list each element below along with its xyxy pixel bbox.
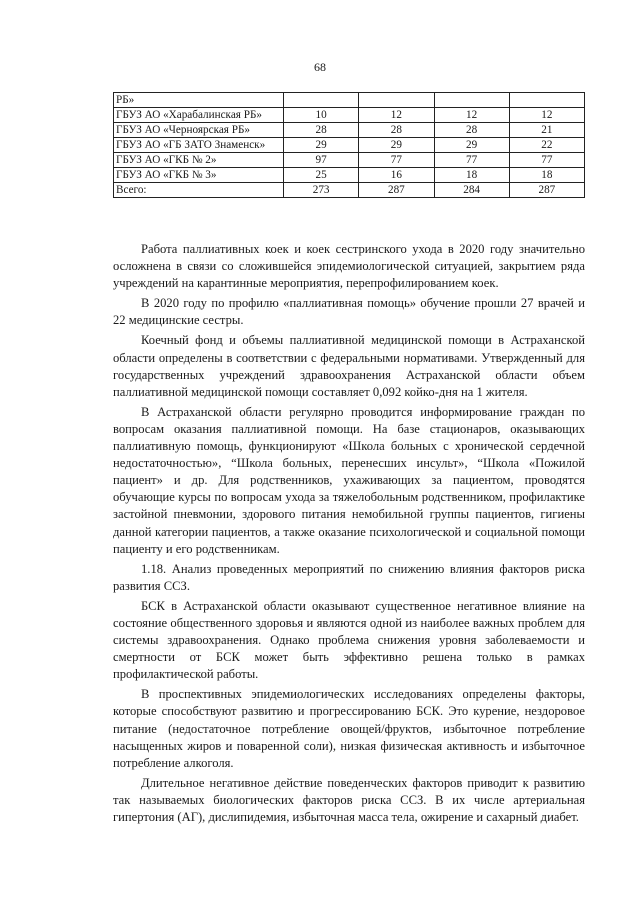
page-number: 68 bbox=[314, 60, 326, 74]
institution-name: ГБУЗ АО «ГКБ № 3» bbox=[114, 168, 284, 183]
paragraph: БСК в Астраханской области оказывают существенное негативное влияние на состояние общественного здоровья и являются одной из наиболее важных проблем для системы здравоохранения. Однако проблема снижения уровня заболеваемости и смертности от БСК может быть эффективно решена только в рамках профилактической работы. bbox=[113, 598, 585, 682]
value-cell: 29 bbox=[359, 138, 434, 153]
value-cell: 12 bbox=[509, 108, 584, 123]
table-row bbox=[114, 138, 585, 153]
value-cell: 77 bbox=[509, 153, 584, 168]
paragraph: Коечный фонд и объемы паллиативной медицинской помощи в Астраханской области определены в соответствии с федеральными нормативами. Утвержденный для государственных учреждений здравоохранения Астраханской области объем паллиативной медицинской помощи составляет 0,092 койко-дня на 1 жителя. bbox=[113, 333, 585, 399]
value-cell: 25 bbox=[284, 168, 359, 183]
total-label: Всего: bbox=[114, 183, 284, 198]
institution-name: ГБУЗ АО «Харабалинская РБ» bbox=[114, 108, 284, 123]
value-cell: 18 bbox=[509, 168, 584, 183]
value-cell: 21 bbox=[509, 123, 584, 138]
total-cell: 287 bbox=[509, 183, 584, 198]
paragraph: Работа паллиативных коек и коек сестринского ухода в 2020 году значительно осложнена в связи со сложившейся эпидемиологической ситуацией, закрытием ряда учреждений на карантинные мероприятия, перепрофилированием коек. bbox=[113, 242, 585, 291]
table-row bbox=[114, 93, 585, 108]
table-row bbox=[114, 108, 585, 123]
value-cell: 77 bbox=[434, 153, 509, 168]
value-cell: 77 bbox=[359, 153, 434, 168]
value-cell bbox=[284, 93, 359, 108]
institution-name: ГБУЗ АО «ГКБ № 2» bbox=[114, 153, 284, 168]
value-cell bbox=[509, 93, 584, 108]
paragraph: Длительное негативное действие поведенческих факторов приводит к развитию так называемых биологических факторов риска ССЗ. В их числе артериальная гипертония (АГ), дислипидемия, избыточная масса тела, ожирение и сахарный диабет. bbox=[113, 775, 585, 824]
value-cell bbox=[434, 93, 509, 108]
value-cell bbox=[359, 93, 434, 108]
value-cell: 28 bbox=[359, 123, 434, 138]
total-cell: 273 bbox=[284, 183, 359, 198]
institution-name: ГБУЗ АО «Черноярская РБ» bbox=[114, 123, 284, 138]
value-cell: 12 bbox=[359, 108, 434, 123]
value-cell: 29 bbox=[434, 138, 509, 153]
value-cell: 22 bbox=[509, 138, 584, 153]
value-cell: 29 bbox=[284, 138, 359, 153]
value-cell: 28 bbox=[284, 123, 359, 138]
paragraph: В Астраханской области регулярно проводится информирование граждан по вопросам оказания паллиативной помощи. На базе стационаров, оказывающих паллиативную помощь, функционируют «Школа больных с хронической сердечной недостаточностью», “Школа больных, перенесших инсульт», “Школа «Пожилой пациент» и др. Для родственников, ухаживающих за пациентом, проводятся обучающие курсы по вопросам ухода за тяжелобольным родственником, профилактике застойной пневмонии, здорового питания немобильной группы пациентов, гигиены данной категории пациентов, а также оказание психологической и социальной помощи пациенту и его родственникам. bbox=[113, 404, 585, 556]
paragraph: В проспективных эпидемиологических исследованиях определены факторы, которые способствуют развитию и прогрессированию БСК. Это курение, нездоровое питание (недостаточное потребление овощей/фруктов, избыточное потребление насыщенных жиров и поваренной соли), низкая физическая активность и избыточное потребление алкоголя. bbox=[113, 687, 585, 770]
section-heading: 1.18. Анализ проведенных мероприятий по снижению влияния факторов риска развития ССЗ. bbox=[113, 561, 585, 593]
table-row-total bbox=[114, 183, 585, 198]
value-cell: 10 bbox=[284, 108, 359, 123]
institution-name: РБ» bbox=[114, 93, 284, 108]
table-row bbox=[114, 123, 585, 138]
table-row bbox=[114, 168, 585, 183]
total-cell: 284 bbox=[434, 183, 509, 198]
value-cell: 18 bbox=[434, 168, 509, 183]
total-cell: 287 bbox=[359, 183, 434, 198]
institution-name: ГБУЗ АО «ГБ ЗАТО Знаменск» bbox=[114, 138, 284, 153]
value-cell: 16 bbox=[359, 168, 434, 183]
beds-table bbox=[113, 92, 585, 198]
value-cell: 97 bbox=[284, 153, 359, 168]
value-cell: 28 bbox=[434, 123, 509, 138]
value-cell: 12 bbox=[434, 108, 509, 123]
body-text bbox=[113, 241, 585, 829]
paragraph: В 2020 году по профилю «паллиативная помощь» обучение прошли 27 врачей и 22 медицинские сестры. bbox=[113, 296, 585, 328]
table-row bbox=[114, 153, 585, 168]
